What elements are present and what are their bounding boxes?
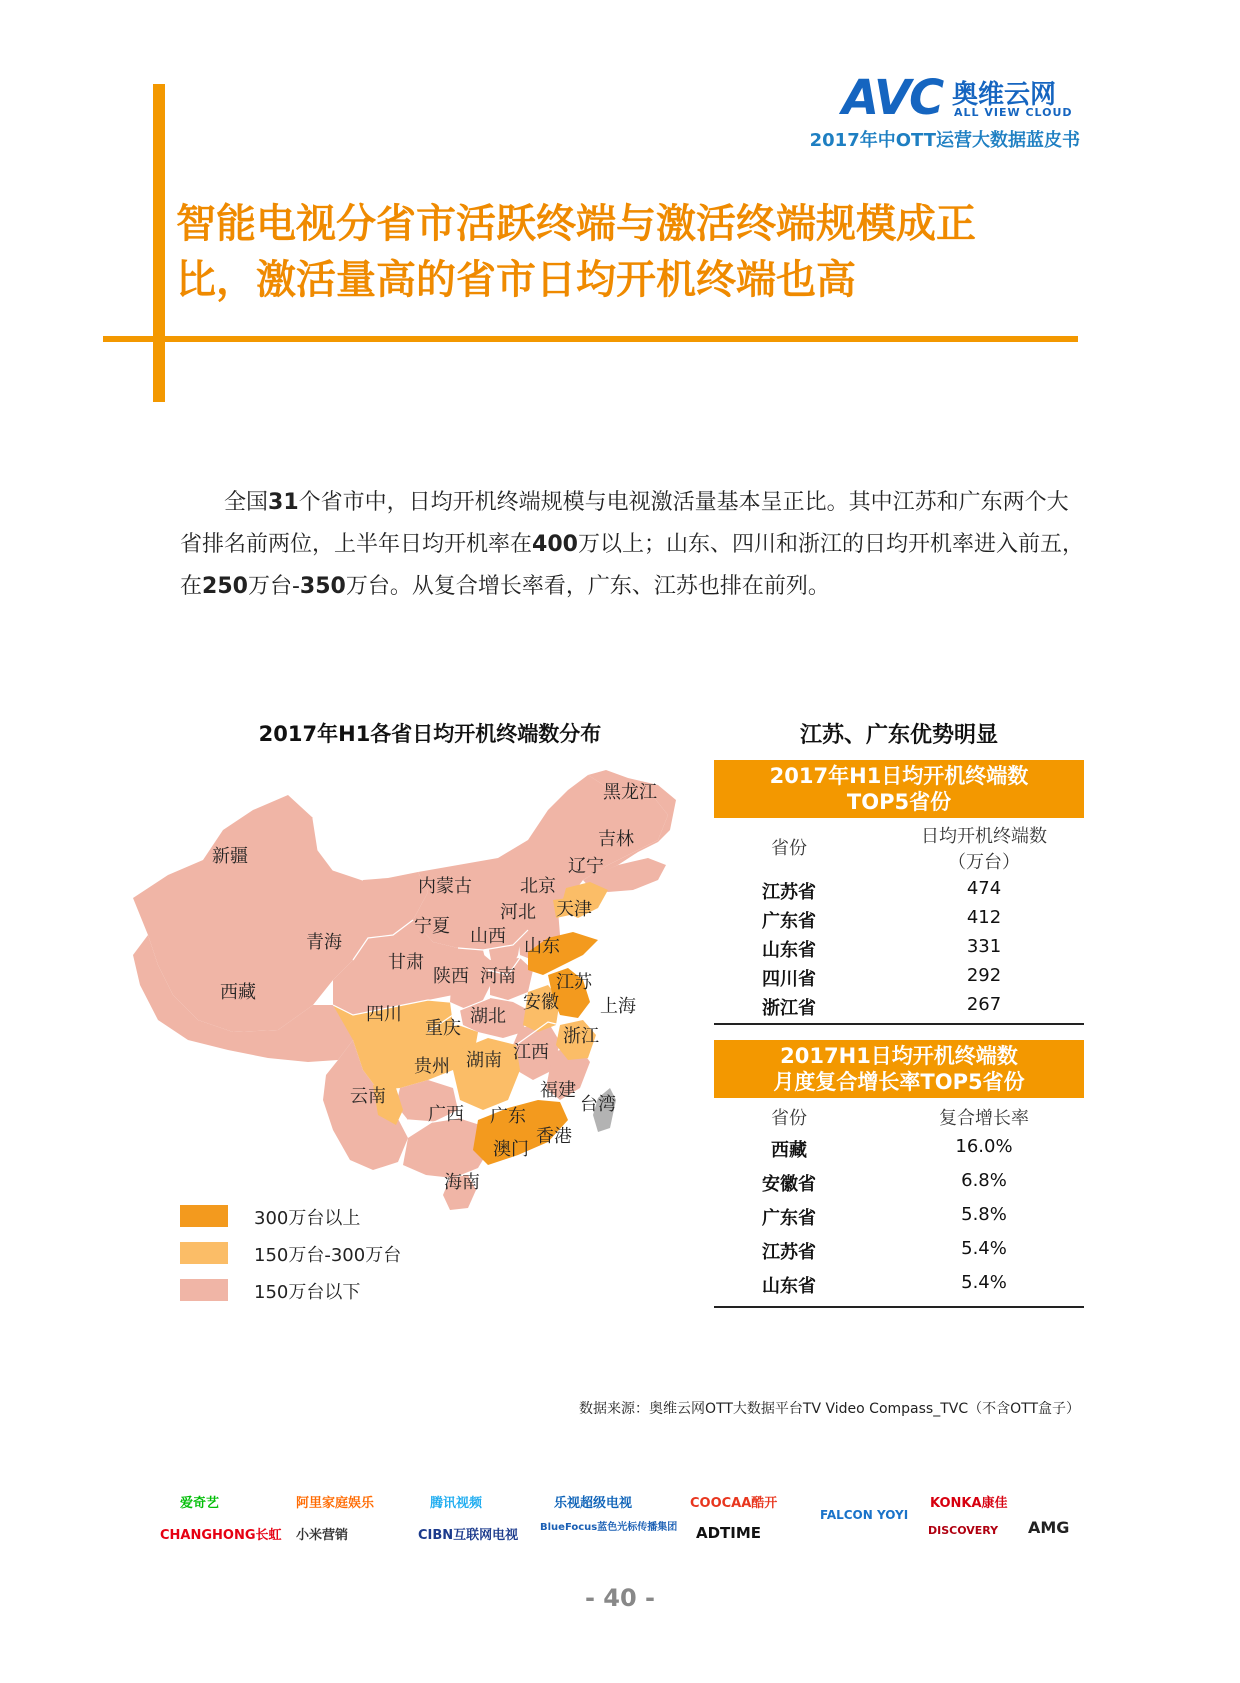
header-line-2: TOP5省份 [846, 790, 952, 814]
top5-rows [714, 878, 1084, 1023]
partner-logo: 阿里家庭娱乐 [296, 1496, 375, 1511]
row-value: 331 [966, 936, 1002, 957]
label-shanghai: 上海 [600, 996, 636, 1017]
label-jiangsu: 江苏 [556, 972, 592, 993]
row-value: 6.8% [961, 1170, 1007, 1191]
label-neimenggu: 内蒙古 [418, 876, 472, 897]
header-line-2: 月度复合增长率TOP5省份 [773, 1070, 1025, 1094]
row-province: 广东省 [762, 1208, 816, 1229]
label-heilongjiang: 黑龙江 [603, 782, 657, 803]
body-number: 350 [299, 574, 346, 599]
table-row [714, 994, 1084, 1023]
table-row [714, 1272, 1084, 1306]
legend-swatch [180, 1242, 228, 1264]
body-text: 个省市中，日均开机终端规模与电视激活量基本呈正比。其中江苏和广东两个大省排名前两位，上半年日均开机率在 [180, 490, 1069, 557]
label-taiwan: 台湾 [580, 1094, 616, 1115]
row-value: 267 [966, 994, 1002, 1015]
logo-cn-text: 奥维云网 [952, 80, 1057, 110]
col-province: 省份 [771, 838, 807, 859]
map-title: 2017年H1各省日均开机终端数分布 [258, 722, 602, 746]
region-hunan [453, 1038, 520, 1110]
label-jilin: 吉林 [598, 829, 634, 850]
partner-logo: DISCOVERY [928, 1524, 999, 1537]
title-line-2: 比，激活量高的省市日均开机终端也高 [176, 257, 856, 303]
col-value-line2: （万台） [948, 852, 1020, 873]
legend-item-high [180, 1205, 480, 1229]
row-province: 山东省 [762, 1276, 816, 1297]
label-sichuan: 四川 [366, 1004, 402, 1025]
label-shaanxi: 陕西 [433, 966, 469, 987]
label-hunan: 湖南 [466, 1050, 502, 1071]
logo-en-text: ALL VIEW CLOUD [954, 106, 1073, 119]
body-number: 250 [202, 574, 248, 599]
label-guizhou: 贵州 [414, 1056, 450, 1077]
logo-mark: AVC [842, 70, 943, 126]
label-shandong: 山东 [524, 936, 560, 957]
legend-swatch [180, 1205, 228, 1227]
col-growth: 复合增长率 [939, 1108, 1029, 1129]
label-hebei: 河北 [500, 902, 536, 923]
partner-logo: KONKA康佳 [930, 1496, 1008, 1511]
partner-logo: AMG [1028, 1518, 1070, 1537]
partner-logo: 腾讯视频 [430, 1496, 483, 1511]
partner-logo: CIBN互联网电视 [418, 1528, 519, 1543]
label-guangxi: 广西 [428, 1104, 464, 1125]
table-row [714, 1238, 1084, 1272]
col-value [884, 822, 1084, 874]
label-chongqing: 重庆 [425, 1018, 461, 1039]
body-number: 31 [268, 490, 299, 515]
title-underline [103, 336, 1078, 342]
label-hubei: 湖北 [470, 1006, 506, 1027]
table-row [714, 1136, 1084, 1170]
table-row [714, 907, 1084, 936]
header-line-1: 2017H1日均开机终端数 [780, 1044, 1018, 1068]
row-province: 广东省 [762, 911, 816, 932]
body-text: 全国 [224, 490, 269, 515]
growth-table [714, 1040, 1084, 1308]
growth-rows [714, 1136, 1084, 1306]
label-guangdong: 广东 [490, 1106, 526, 1127]
label-qinghai: 青海 [306, 932, 342, 953]
body-number: 400 [532, 532, 578, 557]
legend-label: 150万台以下 [254, 1282, 361, 1303]
map-region-low [133, 770, 676, 1210]
partner-logo: 乐视超级电视 [554, 1496, 633, 1511]
header-line-1: 2017年H1日均开机终端数 [769, 764, 1029, 788]
partner-logo: 小米营销 [296, 1528, 349, 1543]
label-yunnan: 云南 [350, 1086, 386, 1107]
partner-logos [160, 1488, 1085, 1558]
top5-column-headers [714, 818, 1084, 878]
label-hainan: 海南 [444, 1172, 480, 1193]
growth-table-header [714, 1040, 1084, 1098]
partner-logo: 爱奇艺 [180, 1496, 220, 1511]
partner-logo: CHANGHONG长虹 [160, 1528, 282, 1543]
accent-bar-vertical [153, 84, 165, 402]
table-bottom-rule [714, 1306, 1084, 1308]
top5-table [714, 760, 1084, 1025]
label-jiangxi: 江西 [513, 1042, 549, 1063]
avc-logo [842, 70, 1082, 132]
partner-logo: FALCON YOYI [820, 1508, 909, 1522]
label-ningxia: 宁夏 [414, 916, 450, 937]
label-shanxi: 山西 [470, 926, 506, 947]
row-province: 浙江省 [762, 998, 816, 1019]
label-aomen: 澳门 [493, 1139, 529, 1160]
row-value: 16.0% [955, 1136, 1013, 1157]
row-value: 292 [966, 965, 1002, 986]
legend-swatch [180, 1279, 228, 1301]
partner-logo: ADTIME [696, 1524, 762, 1542]
page-title [176, 196, 1076, 308]
title-line-1: 智能电视分省市活跃终端与激活终端规模成正 [176, 201, 976, 247]
table-row [714, 936, 1084, 965]
label-xianggang: 香港 [536, 1126, 572, 1147]
page-number: - 40 - [584, 1584, 656, 1612]
label-anhui: 安徽 [523, 992, 559, 1013]
row-province: 江苏省 [762, 882, 816, 903]
col-province: 省份 [771, 1108, 807, 1129]
label-fujian: 福建 [540, 1080, 576, 1101]
row-province: 安徽省 [762, 1174, 816, 1195]
growth-column-headers [714, 1098, 1084, 1136]
table-row [714, 1170, 1084, 1204]
label-xinjiang: 新疆 [212, 846, 248, 867]
table-row [714, 1204, 1084, 1238]
label-xizang: 西藏 [220, 982, 256, 1003]
row-province: 西藏 [771, 1140, 807, 1161]
row-value: 474 [966, 878, 1002, 899]
legend-label: 150万台-300万台 [254, 1245, 402, 1266]
body-text: 万台。从复合增长率看，广东、江苏也排在前列。 [345, 574, 830, 599]
data-source-note: 数据来源：奥维云网OTT大数据平台TV Video Compass_TVC（不含OTT盒子） [579, 1401, 1080, 1417]
row-value: 5.8% [961, 1204, 1007, 1225]
report-name: 2017年中OTT运营大数据蓝皮书 [809, 130, 1080, 151]
tables-title: 江苏、广东优势明显 [799, 723, 998, 748]
row-province: 四川省 [762, 969, 816, 990]
label-gansu: 甘肃 [388, 952, 424, 973]
partner-logo: COOCAA酷开 [690, 1496, 778, 1511]
row-province: 山东省 [762, 940, 816, 961]
row-value: 5.4% [961, 1238, 1007, 1259]
legend-label: 300万台以上 [254, 1208, 361, 1229]
label-henan: 河南 [480, 966, 516, 987]
row-province: 江苏省 [762, 1242, 816, 1263]
top5-table-header [714, 760, 1084, 818]
label-liaoning: 辽宁 [568, 856, 604, 877]
partner-logo: BlueFocus蓝色光标传播集团 [540, 1522, 678, 1533]
label-zhejiang: 浙江 [563, 1026, 599, 1047]
table-bottom-rule [714, 1023, 1084, 1025]
body-text: 万台- [247, 574, 300, 599]
label-tianjin: 天津 [556, 899, 592, 920]
body-text: 万以上；山东、四川和浙江的日均开机率进入前五，在 [180, 532, 1084, 599]
col-value-line1: 日均开机终端数 [921, 826, 1047, 847]
legend-item-low [180, 1279, 480, 1303]
row-value: 5.4% [961, 1272, 1007, 1293]
table-row [714, 878, 1084, 907]
label-beijing: 北京 [520, 876, 556, 897]
legend-item-mid [180, 1242, 480, 1266]
body-paragraph [180, 482, 1085, 608]
table-row [714, 965, 1084, 994]
row-value: 412 [966, 907, 1002, 928]
